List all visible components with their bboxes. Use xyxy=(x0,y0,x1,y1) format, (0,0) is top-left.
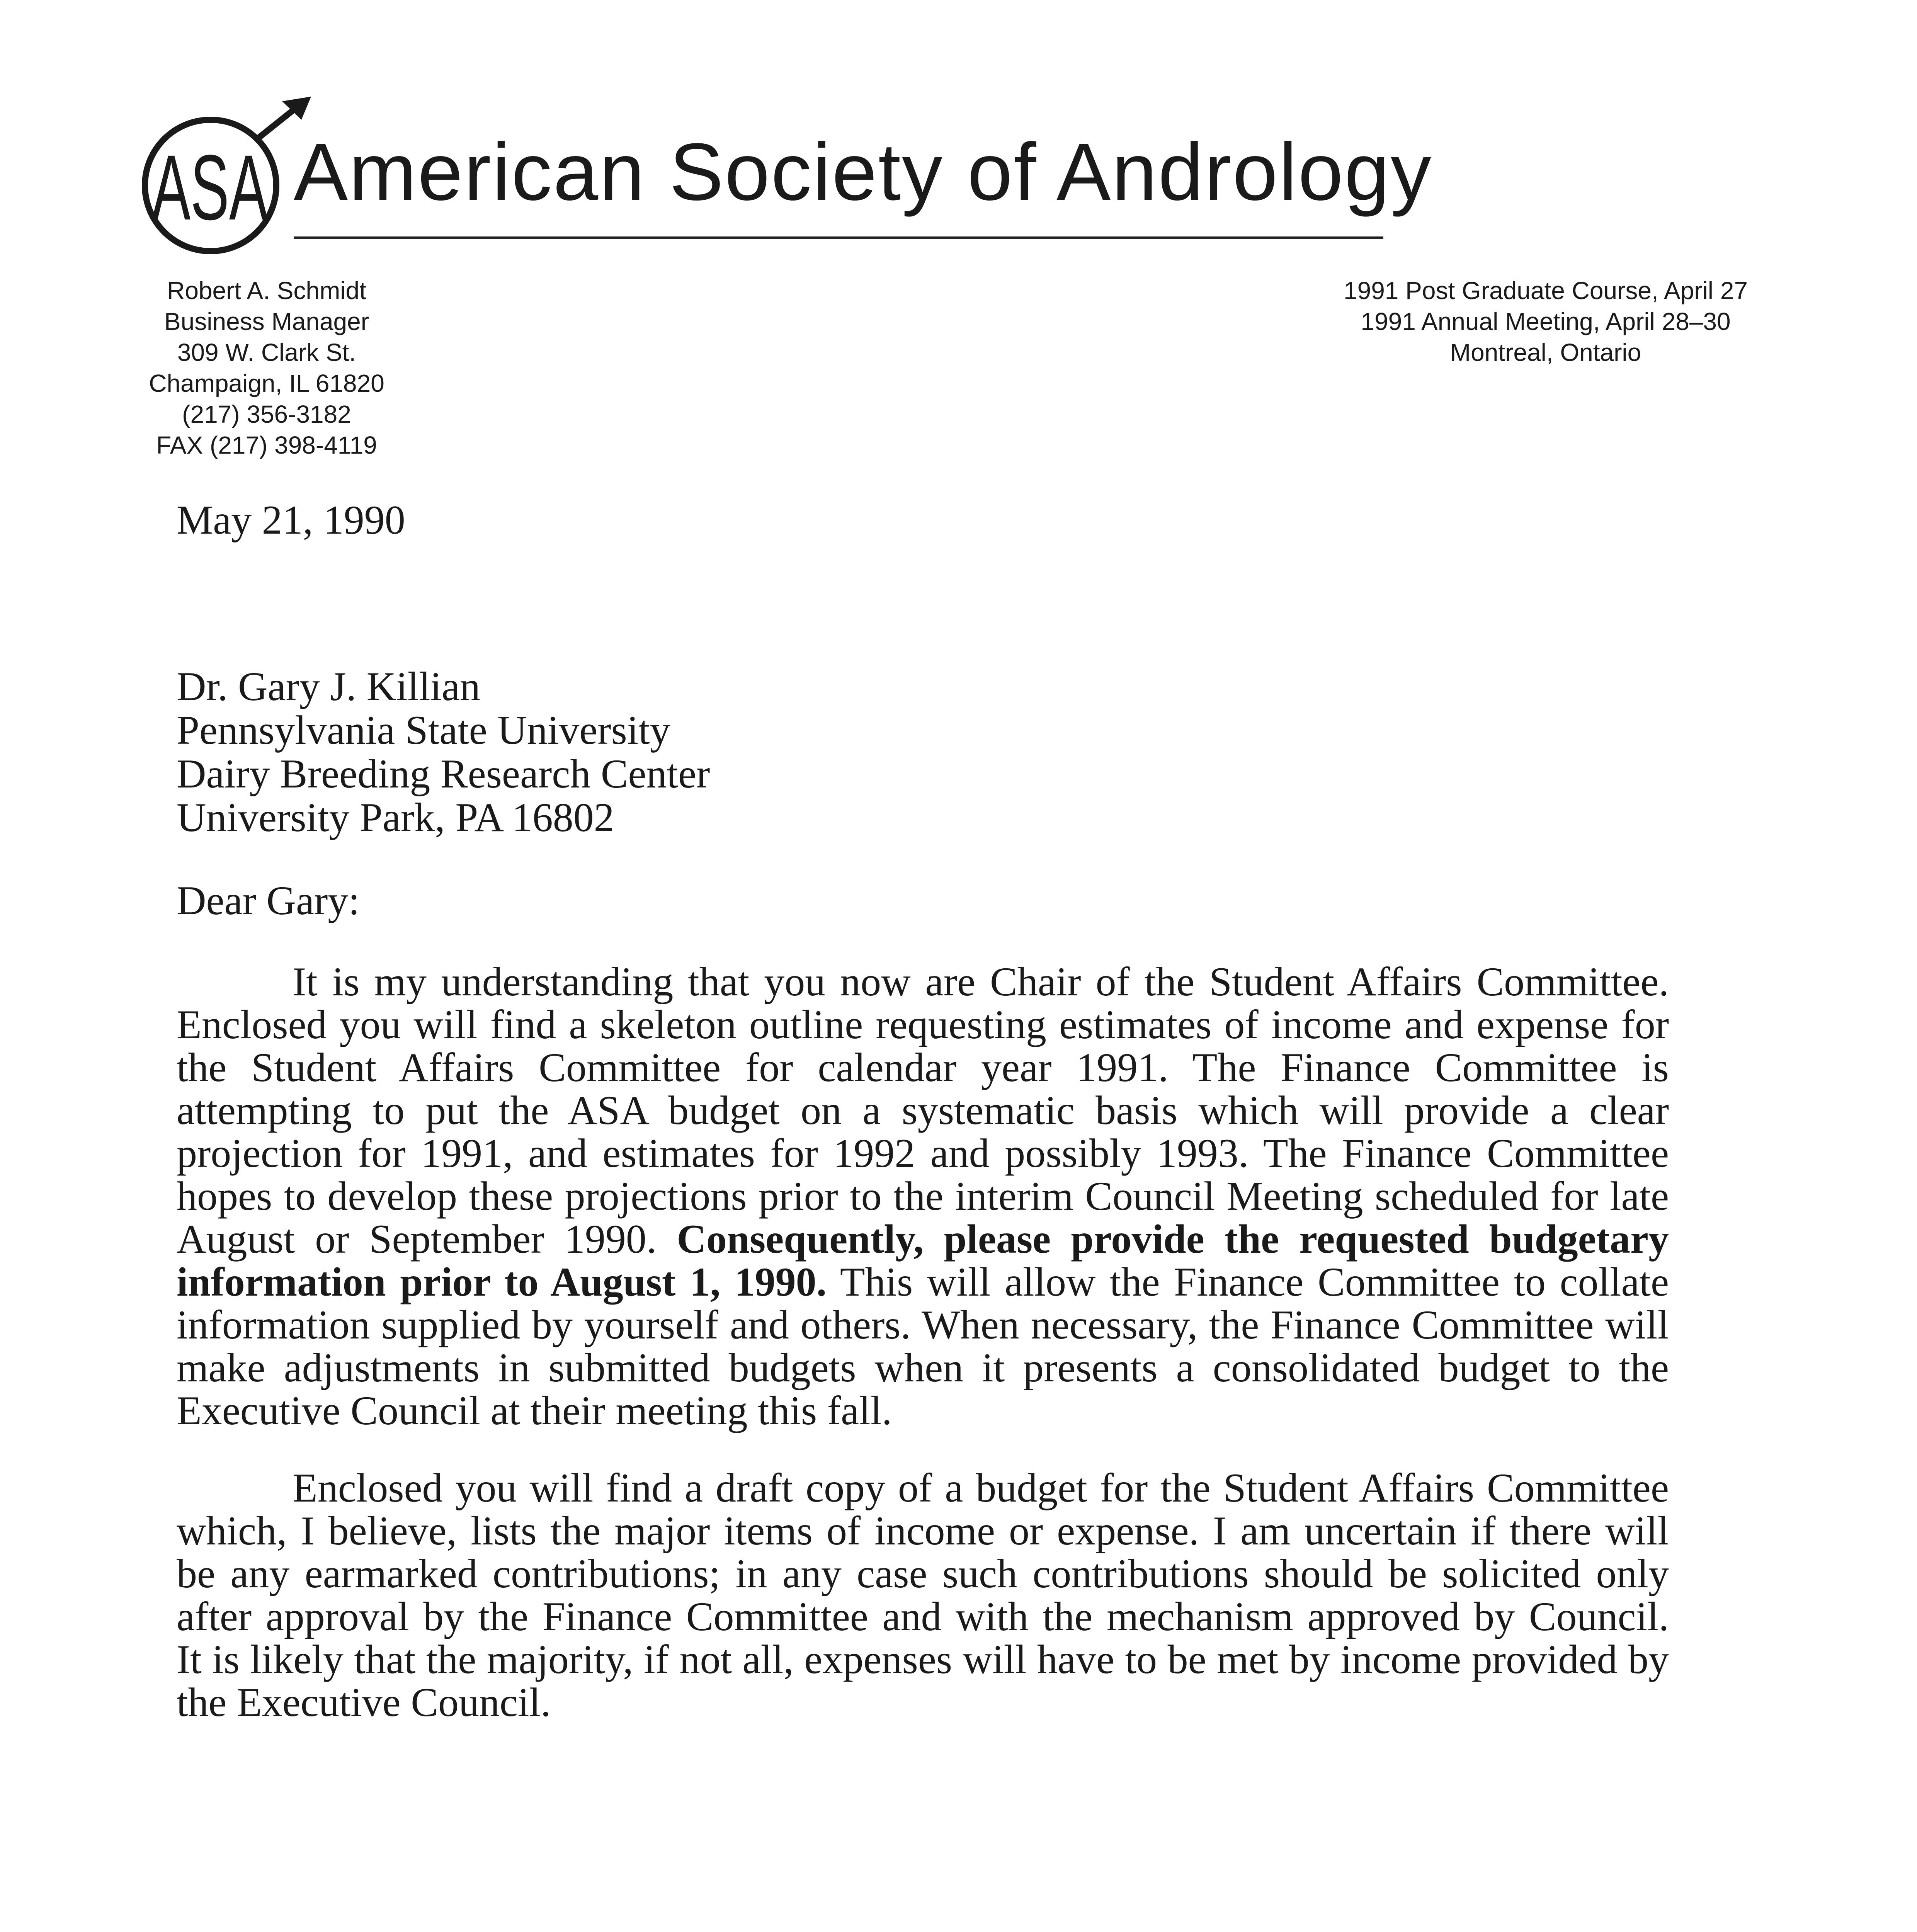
text-segment: This will allow the Finance Committee to collate xyxy=(840,1259,1669,1304)
paragraph-line xyxy=(177,1260,1669,1303)
body-paragraph-1 xyxy=(177,960,1669,1432)
paragraph-line xyxy=(177,1218,1669,1260)
paragraph-line: It is my understanding that you now are Chair of the Student Affairs Committee. xyxy=(293,959,1669,1004)
salutation: Dear Gary: xyxy=(177,878,360,923)
paragraph-line: information supplied by yourself and others. When necessary, the Finance Committee will xyxy=(177,1302,1669,1347)
paragraph-line: Enclosed you will find a skeleton outline requesting estimates of income and expense for xyxy=(177,1002,1669,1047)
recipient-line: Dairy Breeding Research Center xyxy=(177,751,710,796)
recipient-line: Pennsylvania State University xyxy=(177,707,670,753)
recipient-line: University Park, PA 16802 xyxy=(177,795,614,840)
body-paragraph-2 xyxy=(177,1466,1669,1724)
emphasis-text: Consequently, please provide the requested budgetary xyxy=(677,1216,1669,1262)
sender-block xyxy=(108,275,425,461)
event-line: 1991 Post Graduate Course, April 27 xyxy=(1344,277,1748,304)
paragraph-line: attempting to put the ASA budget on a systematic basis which will provide a clear xyxy=(177,1088,1669,1133)
title-rule xyxy=(294,236,1383,239)
event-line: 1991 Annual Meeting, April 28–30 xyxy=(1361,308,1731,335)
asa-logo xyxy=(129,97,311,263)
recipient-line: Dr. Gary J. Killian xyxy=(177,664,481,709)
paragraph-line: Executive Council at their meeting this fall. xyxy=(177,1388,892,1433)
sender-line: Business Manager xyxy=(164,308,369,335)
sender-line: 309 W. Clark St. xyxy=(177,338,356,366)
recipient-address xyxy=(177,665,710,839)
emphasis-text: information prior to August 1, 1990. xyxy=(177,1259,827,1304)
paragraph-line: be any earmarked contributions; in any case such contributions should be solicited only xyxy=(177,1551,1669,1596)
sender-line: Robert A. Schmidt xyxy=(167,277,366,304)
text-segment: August or September 1990. xyxy=(177,1216,657,1262)
sender-line: (217) 356-3182 xyxy=(182,400,351,428)
paragraph-line: Enclosed you will find a draft copy of a budget for the Student Affairs Committee xyxy=(293,1465,1669,1510)
sender-line: FAX (217) 398-4119 xyxy=(156,431,377,459)
paragraph-line: It is likely that the majority, if not all, expenses will have to be met by income provided by xyxy=(177,1637,1669,1682)
paragraph-line: make adjustments in submitted budgets when it presents a consolidated budget to the xyxy=(177,1345,1669,1390)
logo-letters: ASA xyxy=(152,136,268,239)
paragraph-line: the Student Affairs Committee for calendar year 1991. The Finance Committee is xyxy=(177,1045,1669,1090)
paragraph-line: which, I believe, lists the major items of income or expense. I am uncertain if there will xyxy=(177,1508,1669,1553)
event-block xyxy=(1294,275,1797,368)
organization-name: American Society of Andrology xyxy=(294,126,1432,217)
sender-line: Champaign, IL 61820 xyxy=(149,369,384,397)
letter-date: May 21, 1990 xyxy=(177,497,405,543)
paragraph-line: the Executive Council. xyxy=(177,1680,551,1725)
paragraph-line: after approval by the Finance Committee and with the mechanism approved by Council. xyxy=(177,1594,1669,1639)
event-line: Montreal, Ontario xyxy=(1450,338,1641,366)
paragraph-line: hopes to develop these projections prior to the interim Council Meeting scheduled for late xyxy=(177,1173,1669,1219)
paragraph-line: projection for 1991, and estimates for 1992 and possibly 1993. The Finance Committee xyxy=(177,1131,1669,1176)
